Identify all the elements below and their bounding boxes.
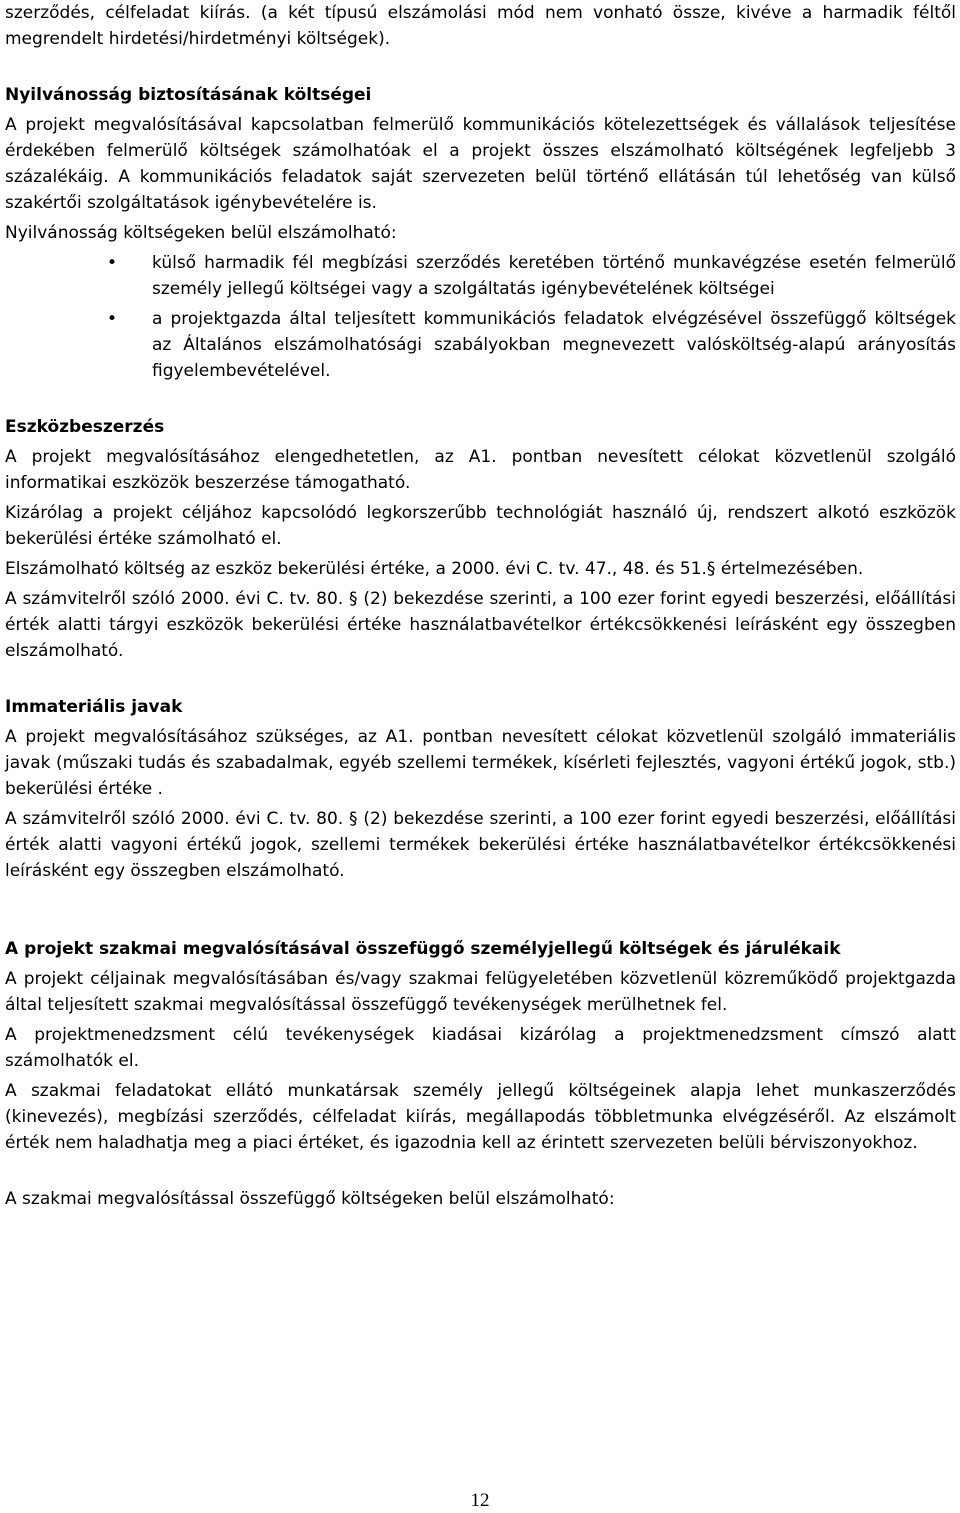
list-item: • a projektgazda által teljesített kommunikációs feladatok elvégzésével összefüggő költségek az Általános elszámolhatósági szabályokban megnevezett valósköltség-alapú arányosítás figyelembevételével. [5,306,956,384]
publicity-heading: Nyilvánosság biztosításának költségei [5,85,372,105]
publicity-list-intro: Nyilvánosság költségeken belül elszámolható: [5,223,397,243]
equipment-section [5,414,956,664]
equipment-paragraph: A projekt megvalósításához elengedhetetlen, az A1. pontban nevesített célokat közvetlenül szolgáló informatikai eszközök beszerzése támogatható. [5,447,956,493]
intangible-heading: Immateriális javak [5,697,183,717]
personnel-heading: A projekt szakmai megvalósításával összefüggő személyjellegű költségek és járulékaik [5,939,841,959]
equipment-heading: Eszközbeszerzés [5,417,165,437]
personnel-paragraph: A szakmai feladatokat ellátó munkatársak személy jellegű költségeinek alapja lehet munkaszerződés (kinevezés), megbízási szerződés, célfeladat kiírás, megállapodás többletmunka elvégzéséről. Az elszámolt érték nem haladhatja meg a piaci értéket, és igazodnia kell az érintett szervezeten belüli bérviszonyokhoz. [5,1081,956,1153]
list-item: • külső harmadik fél megbízási szerződés keretében történő munkavégzése esetén felmerülő személy jellegű költségei vagy a szolgáltatás igénybevételének költségei [5,250,956,302]
equipment-paragraph: Kizárólag a projekt céljához kapcsolódó legkorszerűbb technológiát használó új, rendszert alkotó eszközök bekerülési értéke számolható el. [5,503,956,549]
personnel-paragraph: A projekt céljainak megvalósításában és/vagy szakmai felügyeletében közvetlenül közreműködő projektgazda által teljesített szakmai megvalósítással összefüggő tevékenységek merülhetnek fel. [5,969,956,1015]
document-page [5,0,956,1212]
equipment-paragraph: A számvitelről szóló 2000. évi C. tv. 80. § (2) bekezdése szerinti, a 100 ezer forint egyedi beszerzési, előállítási érték alatti tárgyi eszközök bekerülési értéke használatbavételkor értékcsökkenési leírásként egy összegben elszámolható. [5,589,956,661]
intangible-section [5,694,956,884]
publicity-paragraph: A projekt megvalósításával kapcsolatban felmerülő kommunikációs kötelezettségek és vállalások teljesítése érdekében felmerülő költségek számolhatóak el a projekt összes elszámolható költségének legfeljebb 3 százalékáig. A kommunikációs feladatok saját szervezeten belül történő ellátásán túl lehetőség van külső szakértői szolgáltatások igénybevételére is. [5,115,956,213]
publicity-section [5,82,956,384]
equipment-paragraph: Elszámolható költség az eszköz bekerülési értéke, a 2000. évi C. tv. 47., 48. és 51.§ értelmezésében. [5,559,864,579]
page-number: 12 [470,1490,490,1511]
personnel-section [5,936,956,1212]
personnel-closing: A szakmai megvalósítással összefüggő költségeken belül elszámolható: [5,1189,615,1209]
intangible-paragraph: A projekt megvalósításához szükséges, az A1. pontban nevesített célokat közvetlenül szolgáló immateriális javak (műszaki tudás és szabadalmak, egyéb szellemi termékek, kísérleti fejlesztés, vagyoni értékű jogok, stb.) bekerülési értéke . [5,727,956,799]
intro-paragraph: szerződés, célfeladat kiírás. (a két típusú elszámolási mód nem vonható össze, kivéve a harmadik féltől megrendelt hirdetési/hirdetményi költségek). [5,3,956,49]
intangible-paragraph: A számvitelről szóló 2000. évi C. tv. 80. § (2) bekezdése szerinti, a 100 ezer forint egyedi beszerzési, előállítási érték alatti vagyoni értékű jogok, szellemi termékek bekerülési értéke használatbavételkor értékcsökkenési leírásként egy összegben elszámolható. [5,809,956,881]
publicity-list [5,250,956,384]
personnel-paragraph: A projektmenedzsment célú tevékenységek kiadásai kizárólag a projektmenedzsment címszó alatt számolhatók el. [5,1025,956,1071]
